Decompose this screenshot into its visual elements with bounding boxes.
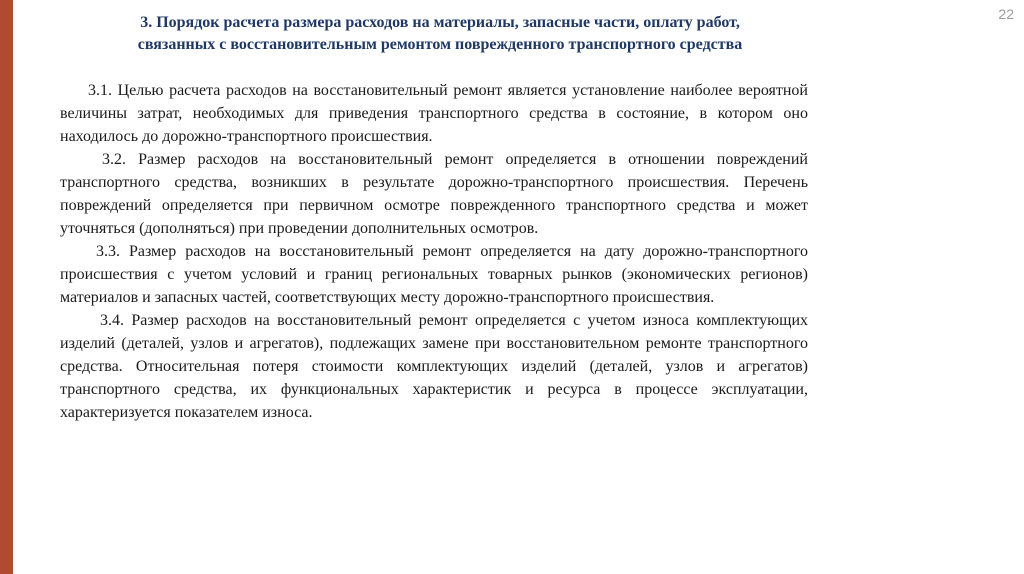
slide-body: [60, 79, 808, 424]
slide-number: 22: [998, 6, 1014, 22]
paragraph-3-3: 3.3. Размер расходов на восстановительный ремонт определяется на дату дорожно-транспортного происшествия с учетом условий и границ региональных товарных рынков (экономических регионов) материалов и запасных частей, соответствующих месту дорожно-транспортного происшествия.: [60, 243, 808, 306]
paragraph-3-4: 3.4. Размер расходов на восстановительный ремонт определяется с учетом износа комплектующих изделий (деталей, узлов и агрегатов), подлежащих замене при восстановительном ремонте транспортного средства. Относительная потеря стоимости комплектующих изделий (деталей, узлов и агрегатов) транспортного средства, их функциональных характеристик и ресурса в процессе эксплуатации, характеризуется показателем износа.: [60, 312, 808, 421]
slide-title-line-1: 3. Порядок расчета размера расходов на материалы, запасные части, оплату работ,: [140, 14, 740, 31]
slide-title-line-2: связанных с восстановительным ремонтом поврежденного транспортного средства: [137, 36, 743, 53]
slide-accent-bar: [0, 0, 13, 574]
slide-title: [60, 12, 820, 56]
paragraph-3-2: 3.2. Размер расходов на восстановительный ремонт определяется в отношении повреждений транспортного средства, возникших в результате дорожно-транспортного происшествия. Перечень повреждений определяется при первичном осмотре поврежденного транспортного средства и может уточняться (дополняться) при проведении дополнительных осмотров.: [60, 151, 808, 237]
paragraph-3-1: 3.1. Целью расчета расходов на восстановительный ремонт является установление наиболее вероятной величины затрат, необходимых для приведения транспортного средства в состояние, в котором оно находилось до дорожно-транспортного происшествия.: [60, 82, 808, 145]
